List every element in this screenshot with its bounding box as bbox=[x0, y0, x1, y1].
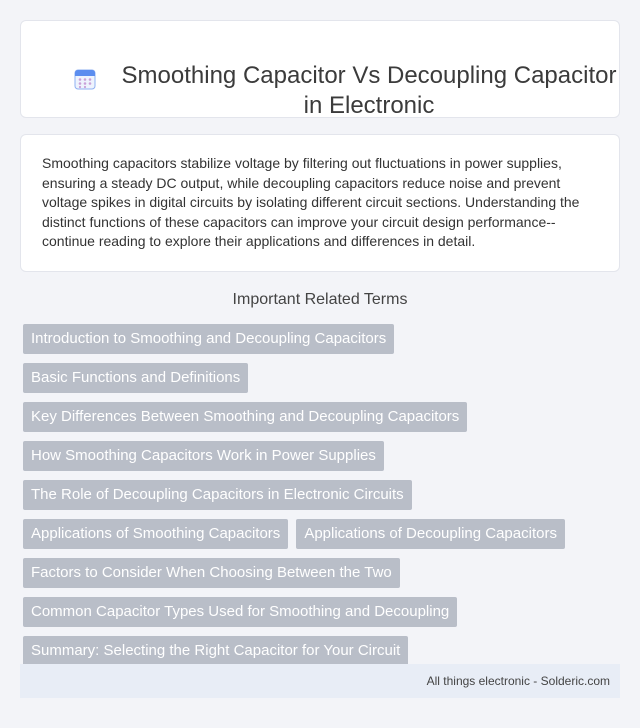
related-term-link[interactable]: Summary: Selecting the Right Capacitor for Your Circuit bbox=[23, 636, 408, 666]
title-card bbox=[20, 20, 620, 118]
related-term-link[interactable]: Applications of Smoothing Capacitors bbox=[23, 519, 288, 549]
related-terms-list bbox=[23, 324, 623, 666]
calendar-icon bbox=[74, 68, 96, 90]
footer-credit: All things electronic - Solderic.com bbox=[426, 674, 610, 688]
related-term-link[interactable]: Applications of Decoupling Capacitors bbox=[296, 519, 565, 549]
related-term-link[interactable]: Basic Functions and Definitions bbox=[23, 363, 248, 393]
intro-card bbox=[20, 134, 620, 272]
page-title: Smoothing Capacitor Vs Decoupling Capacitor in Electronic bbox=[121, 62, 617, 119]
intro-paragraph: Smoothing capacitors stabilize voltage by filtering out fluctuations in power supplies, ensuring a steady DC output, while decoupling capacitors reduce noise and prevent voltage spikes in digital circuits by isolating different circuit sections. Understanding the distinct functions of these capacitors can improve your circuit design performance--continue reading to explore their applications and differences in detail. bbox=[42, 155, 580, 249]
footer bbox=[20, 664, 620, 698]
related-terms-heading: Important Related Terms bbox=[232, 291, 408, 308]
related-term-link[interactable]: Factors to Consider When Choosing Between the Two bbox=[23, 558, 400, 588]
related-term-link[interactable]: How Smoothing Capacitors Work in Power Supplies bbox=[23, 441, 384, 471]
related-term-link[interactable]: Common Capacitor Types Used for Smoothing and Decoupling bbox=[23, 597, 457, 627]
related-term-link[interactable]: The Role of Decoupling Capacitors in Electronic Circuits bbox=[23, 480, 412, 510]
related-term-link[interactable]: Introduction to Smoothing and Decoupling Capacitors bbox=[23, 324, 394, 354]
related-term-link[interactable]: Key Differences Between Smoothing and Decoupling Capacitors bbox=[23, 402, 467, 432]
